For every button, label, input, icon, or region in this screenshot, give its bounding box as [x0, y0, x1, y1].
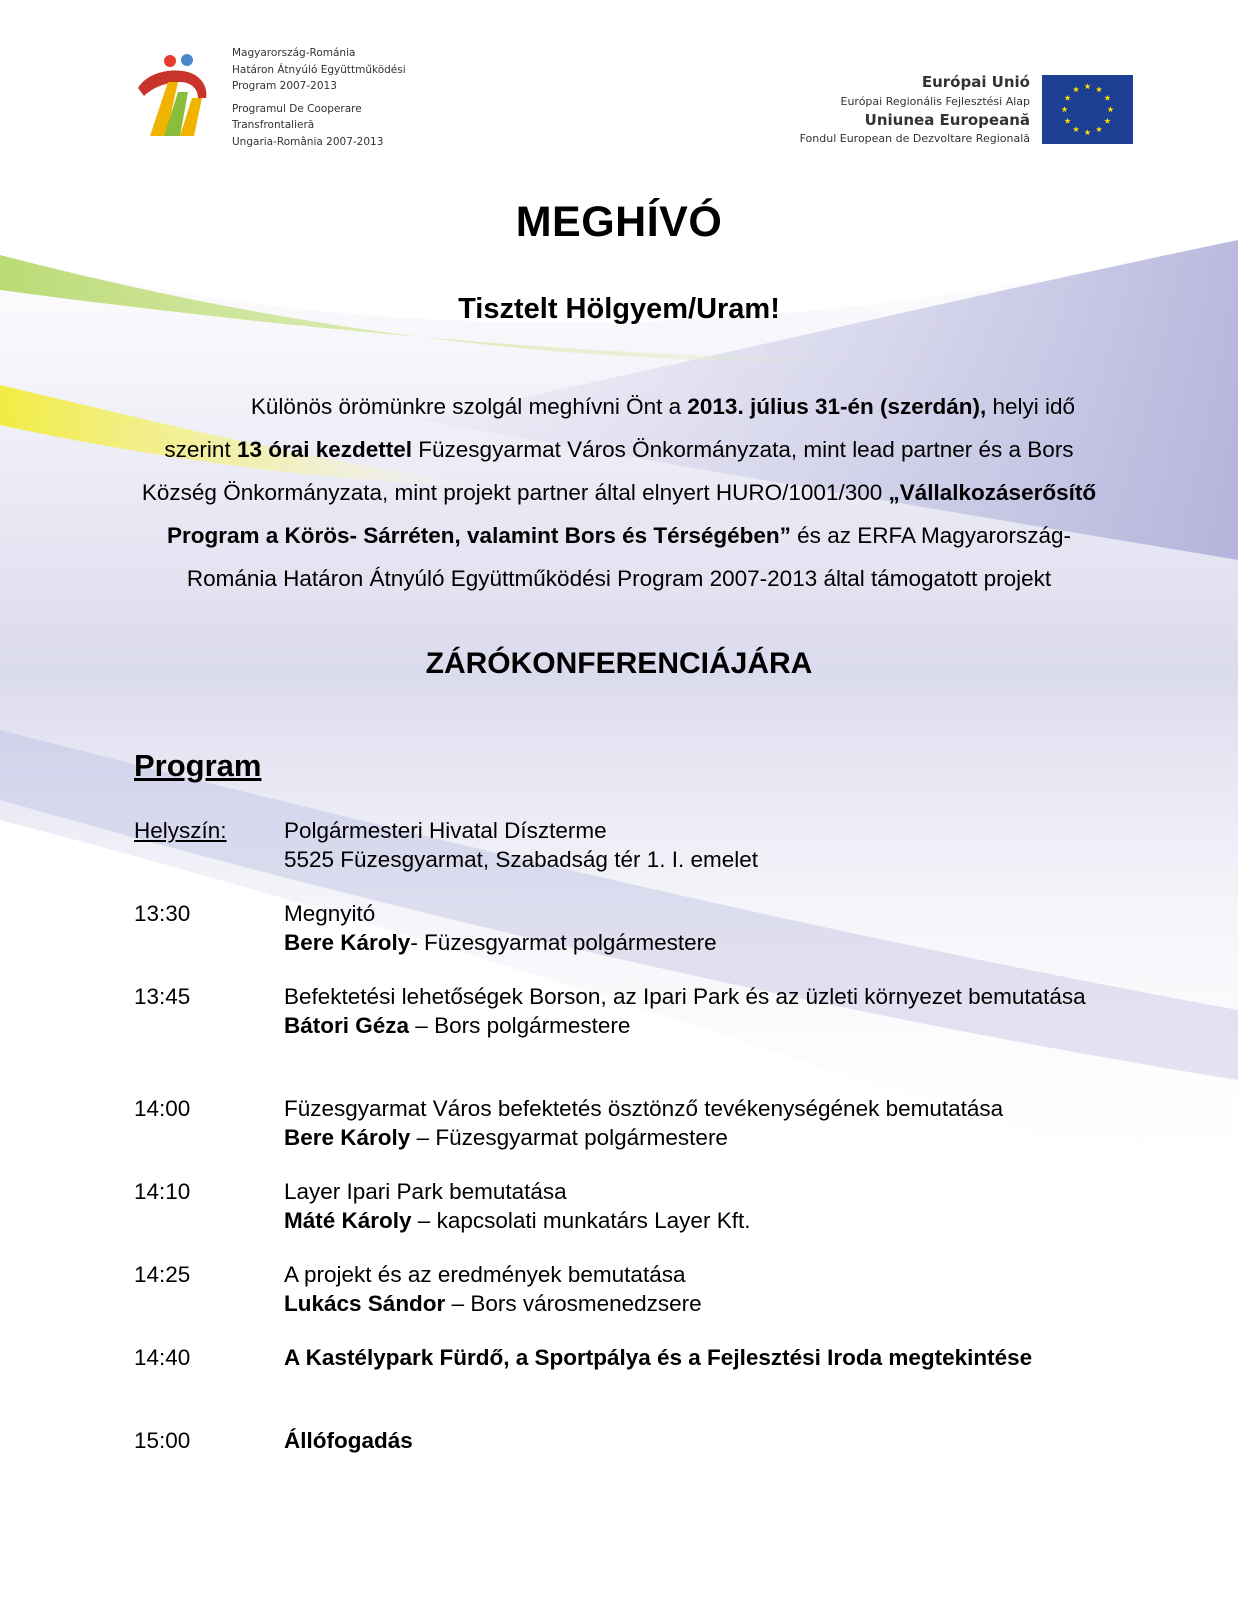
speaker-line — [284, 928, 1104, 957]
session-title: Befektetési lehetőségek Borson, az Ipari Park és az üzleti környezet bemutatása — [284, 984, 1086, 1009]
session-title: Füzesgyarmat Város befektetés ösztönző tevékenységének bemutatása — [284, 1096, 1004, 1121]
huro-program-logo — [136, 52, 218, 138]
page-title: MEGHÍVÓ — [515, 198, 723, 246]
speaker-line — [284, 1289, 1104, 1318]
session-title: Megnyitó — [284, 901, 376, 926]
huro-line: Program 2007-2013 — [232, 80, 337, 92]
session-title: A projekt és az eredmények bemutatása — [284, 1262, 686, 1287]
speaker-name: Bátori Géza — [284, 1013, 410, 1038]
session-title: A Kastélypark Fürdő, a Sportpálya és a Fejlesztési Iroda megtekintése — [284, 1345, 1033, 1370]
eu-flag-icon — [1042, 75, 1133, 144]
invitation-paragraph — [134, 385, 1104, 600]
intro-text: Füzesgyarmat Város Önkormányzata, mint lead partner és a Bors Község Önkormányzata, mint projekt partner által elnyert HURO/1001/300 — [141, 437, 1074, 505]
venue-label: Helyszín: — [134, 818, 227, 843]
erfa-name-hu: Európai Regionális Fejlesztési Alap — [840, 95, 1030, 108]
conference-title: ZÁRÓKONFERENCIÁJÁRA — [425, 647, 813, 680]
schedule-time: 14:10 — [134, 1179, 191, 1204]
speaker-line — [284, 1206, 1104, 1235]
speaker-role: - Füzesgyarmat polgármestere — [410, 930, 717, 955]
huro-line: Programul De Cooperare — [232, 102, 362, 115]
greeting: Tisztelt Hölgyem/Uram! — [458, 293, 780, 325]
huro-line: Transfrontalieră — [232, 119, 315, 131]
schedule-details — [284, 1343, 1104, 1372]
speaker-role: – Bors polgármestere — [409, 1013, 631, 1038]
intro-text: és az ERFA Magyarország-Románia Határon Átnyúló Együttműködési Program 2007-2013 által támogatott projekt — [186, 523, 1072, 591]
speaker-name: Máté Károly — [284, 1208, 412, 1233]
schedule-details — [284, 1426, 1104, 1455]
speaker-name: Bere Károly — [284, 930, 411, 955]
schedule-time: 14:25 — [134, 1262, 191, 1287]
venue-address: 5525 Füzesgyarmat, Szabadság tér 1. I. emelet — [284, 847, 759, 872]
schedule-details — [284, 1260, 1104, 1318]
schedule-time: 13:30 — [134, 901, 191, 926]
venue-name: Polgármesteri Hivatal Díszterme — [284, 818, 607, 843]
schedule-time: 14:00 — [134, 1096, 191, 1121]
project-name: „Vállalkozáserősítő Program a Körös- Sárréten, valamint Bors és Térségében” — [166, 480, 1097, 548]
huro-line: Magyarország-Románia — [232, 47, 356, 59]
schedule-time: 14:40 — [134, 1345, 191, 1370]
session-title: Állófogadás — [284, 1428, 413, 1453]
erfa-name-ro: Fondul European de Dezvoltare Regională — [799, 132, 1030, 145]
speaker-role: – Füzesgyarmat polgármestere — [410, 1125, 728, 1150]
speaker-role: – kapcsolati munkatárs Layer Kft. — [411, 1208, 751, 1233]
eu-name-ro: Uniunea Europeană — [864, 111, 1030, 129]
schedule-time: 15:00 — [134, 1428, 191, 1453]
huro-line: Ungaria-România 2007-2013 — [232, 135, 384, 148]
speaker-line — [284, 1011, 1104, 1040]
program-heading: Program — [134, 748, 262, 783]
huro-line: Határon Átnyúló Együttműködési — [232, 63, 406, 76]
eu-name-hu: Európai Unió — [921, 73, 1030, 91]
speaker-line — [284, 1123, 1104, 1152]
intro-text: helyi idő szerint — [164, 394, 1076, 462]
session-title: Layer Ipari Park bemutatása — [284, 1179, 567, 1204]
speaker-name: Lukács Sándor — [284, 1291, 446, 1316]
speaker-role: – Bors városmenedzsere — [445, 1291, 702, 1316]
event-time: 13 órai kezdettel — [236, 437, 413, 462]
speaker-name: Bere Károly — [284, 1125, 411, 1150]
schedule-time: 13:45 — [134, 984, 191, 1009]
schedule-details — [284, 1177, 1104, 1235]
eu-fund-text — [670, 72, 1030, 147]
schedule-details — [284, 982, 1104, 1040]
intro-text: Különös örömünkre szolgál meghívni Önt a — [250, 394, 688, 419]
venue-details — [284, 816, 1104, 874]
huro-program-name — [232, 45, 472, 150]
schedule-details — [284, 899, 1104, 957]
event-date: 2013. július 31-én (szerdán), — [687, 394, 987, 419]
schedule-details — [284, 1094, 1104, 1152]
